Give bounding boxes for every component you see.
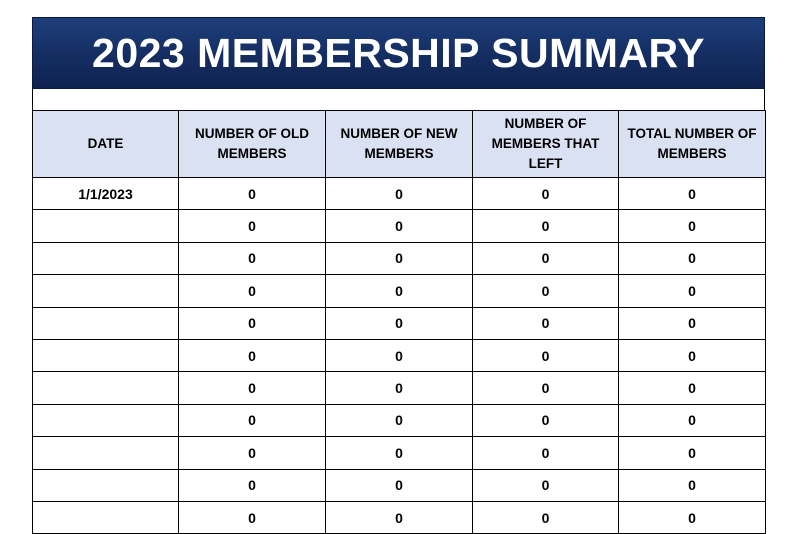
new-members-cell[interactable]: 0 xyxy=(326,275,473,307)
table-row xyxy=(33,210,766,242)
members-left-cell[interactable]: 0 xyxy=(473,437,619,469)
total-members-cell[interactable]: 0 xyxy=(619,242,766,274)
total-members-cell[interactable]: 0 xyxy=(619,501,766,533)
old-members-cell[interactable]: 0 xyxy=(179,178,326,210)
new-members-cell[interactable]: 0 xyxy=(326,307,473,339)
new-members-cell[interactable]: 0 xyxy=(326,437,473,469)
new-members-cell[interactable]: 0 xyxy=(326,372,473,404)
total-members-cell[interactable]: 0 xyxy=(619,339,766,371)
date-cell[interactable] xyxy=(33,242,179,274)
total-members-cell[interactable]: 0 xyxy=(619,178,766,210)
members-left-cell[interactable]: 0 xyxy=(473,275,619,307)
members-left-cell[interactable]: 0 xyxy=(473,307,619,339)
total-members-cell[interactable]: 0 xyxy=(619,210,766,242)
total-members-cell[interactable]: 0 xyxy=(619,275,766,307)
date-cell[interactable]: 1/1/2023 xyxy=(33,178,179,210)
page-title: 2023 MEMBERSHIP SUMMARY xyxy=(92,29,705,76)
members-left-cell[interactable]: 0 xyxy=(473,404,619,436)
old-members-cell[interactable]: 0 xyxy=(179,404,326,436)
members-left-cell[interactable]: 0 xyxy=(473,178,619,210)
header-total-members: TOTAL NUMBER OF MEMBERS xyxy=(619,111,766,178)
header-date: DATE xyxy=(33,111,179,178)
new-members-cell[interactable]: 0 xyxy=(326,469,473,501)
new-members-cell[interactable]: 0 xyxy=(326,210,473,242)
members-left-cell[interactable]: 0 xyxy=(473,372,619,404)
date-cell[interactable] xyxy=(33,339,179,371)
total-members-cell[interactable]: 0 xyxy=(619,307,766,339)
table-row xyxy=(33,275,766,307)
members-left-cell[interactable]: 0 xyxy=(473,501,619,533)
title-banner xyxy=(32,17,765,89)
header-old-members: NUMBER OF OLD MEMBERS xyxy=(179,111,326,178)
old-members-cell[interactable]: 0 xyxy=(179,469,326,501)
old-members-cell[interactable]: 0 xyxy=(179,339,326,371)
total-members-cell[interactable]: 0 xyxy=(619,437,766,469)
header-new-members: NUMBER OF NEW MEMBERS xyxy=(326,111,473,178)
total-members-cell[interactable]: 0 xyxy=(619,404,766,436)
new-members-cell[interactable]: 0 xyxy=(326,242,473,274)
old-members-cell[interactable]: 0 xyxy=(179,372,326,404)
total-members-cell[interactable]: 0 xyxy=(619,372,766,404)
new-members-cell[interactable]: 0 xyxy=(326,501,473,533)
members-left-cell[interactable]: 0 xyxy=(473,339,619,371)
old-members-cell[interactable]: 0 xyxy=(179,307,326,339)
date-cell[interactable] xyxy=(33,210,179,242)
old-members-cell[interactable]: 0 xyxy=(179,275,326,307)
table-row xyxy=(33,339,766,371)
date-cell[interactable] xyxy=(33,275,179,307)
members-left-cell[interactable]: 0 xyxy=(473,469,619,501)
table-row xyxy=(33,437,766,469)
date-cell[interactable] xyxy=(33,372,179,404)
old-members-cell[interactable]: 0 xyxy=(179,242,326,274)
membership-summary-sheet xyxy=(32,17,765,534)
membership-table xyxy=(32,110,766,534)
old-members-cell[interactable]: 0 xyxy=(179,437,326,469)
table-row xyxy=(33,178,766,210)
old-members-cell[interactable]: 0 xyxy=(179,210,326,242)
table-row xyxy=(33,404,766,436)
old-members-cell[interactable]: 0 xyxy=(179,501,326,533)
new-members-cell[interactable]: 0 xyxy=(326,339,473,371)
new-members-cell[interactable]: 0 xyxy=(326,178,473,210)
table-row xyxy=(33,307,766,339)
table-row xyxy=(33,372,766,404)
date-cell[interactable] xyxy=(33,307,179,339)
members-left-cell[interactable]: 0 xyxy=(473,242,619,274)
spacer-row xyxy=(32,89,765,110)
header-row xyxy=(33,111,766,178)
date-cell[interactable] xyxy=(33,469,179,501)
header-members-left: NUMBER OF MEMBERS THAT LEFT xyxy=(473,111,619,178)
date-cell[interactable] xyxy=(33,437,179,469)
date-cell[interactable] xyxy=(33,404,179,436)
total-members-cell[interactable]: 0 xyxy=(619,469,766,501)
table-row xyxy=(33,242,766,274)
members-left-cell[interactable]: 0 xyxy=(473,210,619,242)
new-members-cell[interactable]: 0 xyxy=(326,404,473,436)
table-row xyxy=(33,469,766,501)
